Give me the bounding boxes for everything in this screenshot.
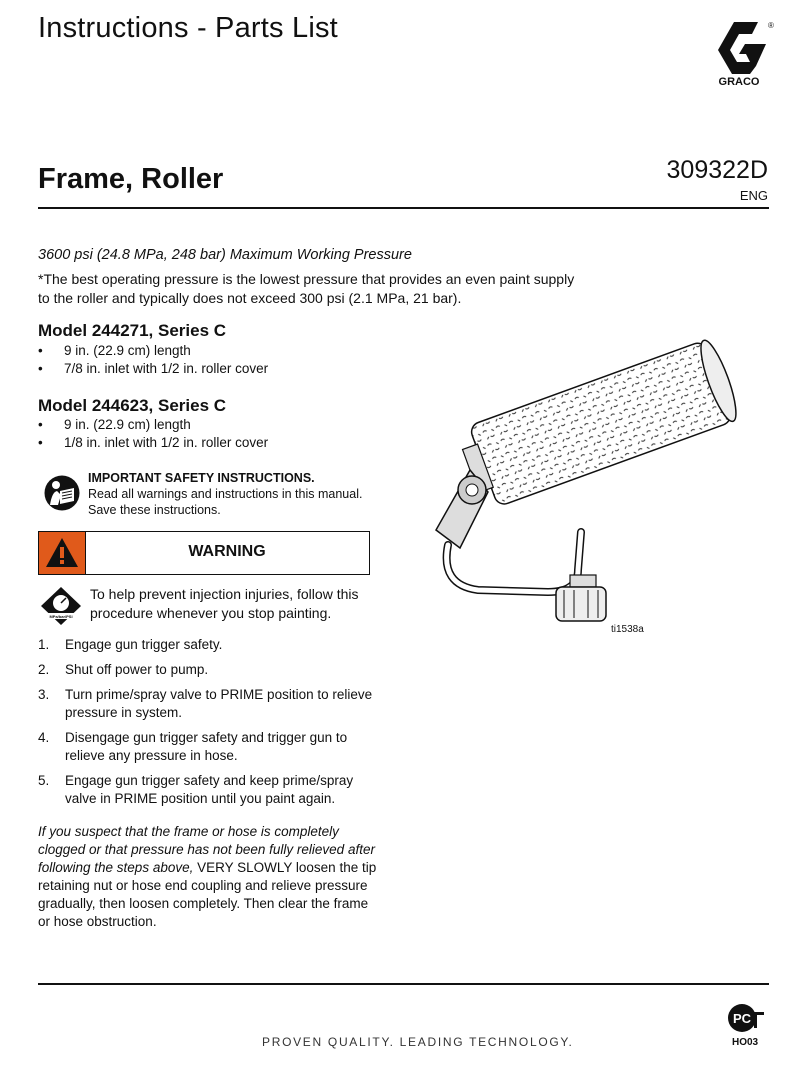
brand-name: GRACO (718, 76, 760, 88)
step-text: Turn prime/spray valve to PRIME position to relieve pressure in system. (65, 687, 373, 720)
page-title: Frame, Roller (38, 163, 224, 195)
registered-mark: ® (768, 21, 774, 30)
step-number: 4. (38, 730, 50, 745)
svg-text:PC: PC (732, 1011, 752, 1026)
procedure-steps (38, 636, 378, 815)
footer-tagline: PROVEN QUALITY. LEADING TECHNOLOGY. (262, 1035, 574, 1049)
list-item: • 7/8 in. inlet with 1/2 in. roller cover (38, 360, 268, 378)
read-manual-icon (44, 475, 80, 511)
step-text: Shut off power to pump. (65, 662, 209, 677)
pressure-note: *The best operating pressure is the lowest pressure that provides an even paint supply to the roller and typically does not exceed 300 psi (2.1 MPa, 21 bar). (38, 271, 575, 306)
warning-intro: To help prevent injection injuries, follow this procedure whenever you stop painting. (90, 586, 359, 621)
language-code: ENG (739, 188, 768, 203)
max-pressure: 3600 psi (24.8 MPa, 248 bar) Maximum Working Pressure (38, 247, 412, 263)
step-text: Engage gun trigger safety and keep prime/spray valve in PRIME position until you paint again. (65, 773, 354, 806)
list-item (38, 729, 378, 765)
roller-frame-illustration (418, 320, 748, 640)
figure-label: ti1538a (611, 624, 644, 635)
footer-divider (38, 983, 769, 985)
list-item (38, 636, 378, 654)
step-number: 3. (38, 687, 50, 702)
warning-label: WARNING (188, 543, 266, 560)
step-number: 1. (38, 637, 50, 652)
safety-notice (88, 470, 362, 518)
model-heading: Model 244271, Series C (38, 321, 227, 340)
pressure-gauge-icon (40, 586, 82, 626)
certification-mark-icon (726, 1002, 766, 1034)
closing-paragraph (38, 823, 378, 931)
list-item (38, 686, 378, 722)
certification-code: HO03 (732, 1037, 759, 1048)
closing-italic: If you suspect that the frame or hose is completely clogged or that pressure has not been fully relieved after following the steps above, (38, 824, 375, 875)
closing-normal: VERY SLOWLY loosen the tip retaining nut or hose end coupling and relieve pressure gradually, then loosen completely. Then clear the frame or hose obstruction. (38, 860, 377, 929)
step-text: Engage gun trigger safety. (65, 637, 223, 652)
list-item: • 9 in. (22.9 cm) length (38, 416, 268, 434)
step-number: 2. (38, 662, 50, 677)
list-item: • 1/8 in. inlet with 1/2 in. roller cover (38, 434, 268, 452)
header-divider (38, 207, 769, 209)
warning-icon-cell (39, 532, 86, 574)
warning-banner (38, 531, 370, 575)
step-number: 5. (38, 773, 50, 788)
graco-logo (706, 20, 772, 86)
safety-line: Save these instructions. (88, 503, 221, 517)
document-type: Instructions - Parts List (38, 12, 338, 44)
gauge-units-label: MPa/bar/PSI (49, 614, 73, 619)
step-text: Disengage gun trigger safety and trigger gun to relieve any pressure in hose. (65, 730, 348, 763)
safety-line: Read all warnings and instructions in this manual. (88, 487, 363, 501)
list-item: • 9 in. (22.9 cm) length (38, 342, 268, 360)
model-heading: Model 244623, Series C (38, 396, 227, 415)
safety-heading: IMPORTANT SAFETY INSTRUCTIONS. (88, 471, 315, 485)
warning-triangle-icon (39, 532, 85, 574)
document-number: 309322D (666, 156, 768, 184)
list-item (38, 661, 378, 679)
model-spec-list (38, 416, 268, 452)
list-item (38, 772, 378, 808)
model-spec-list (38, 342, 268, 378)
